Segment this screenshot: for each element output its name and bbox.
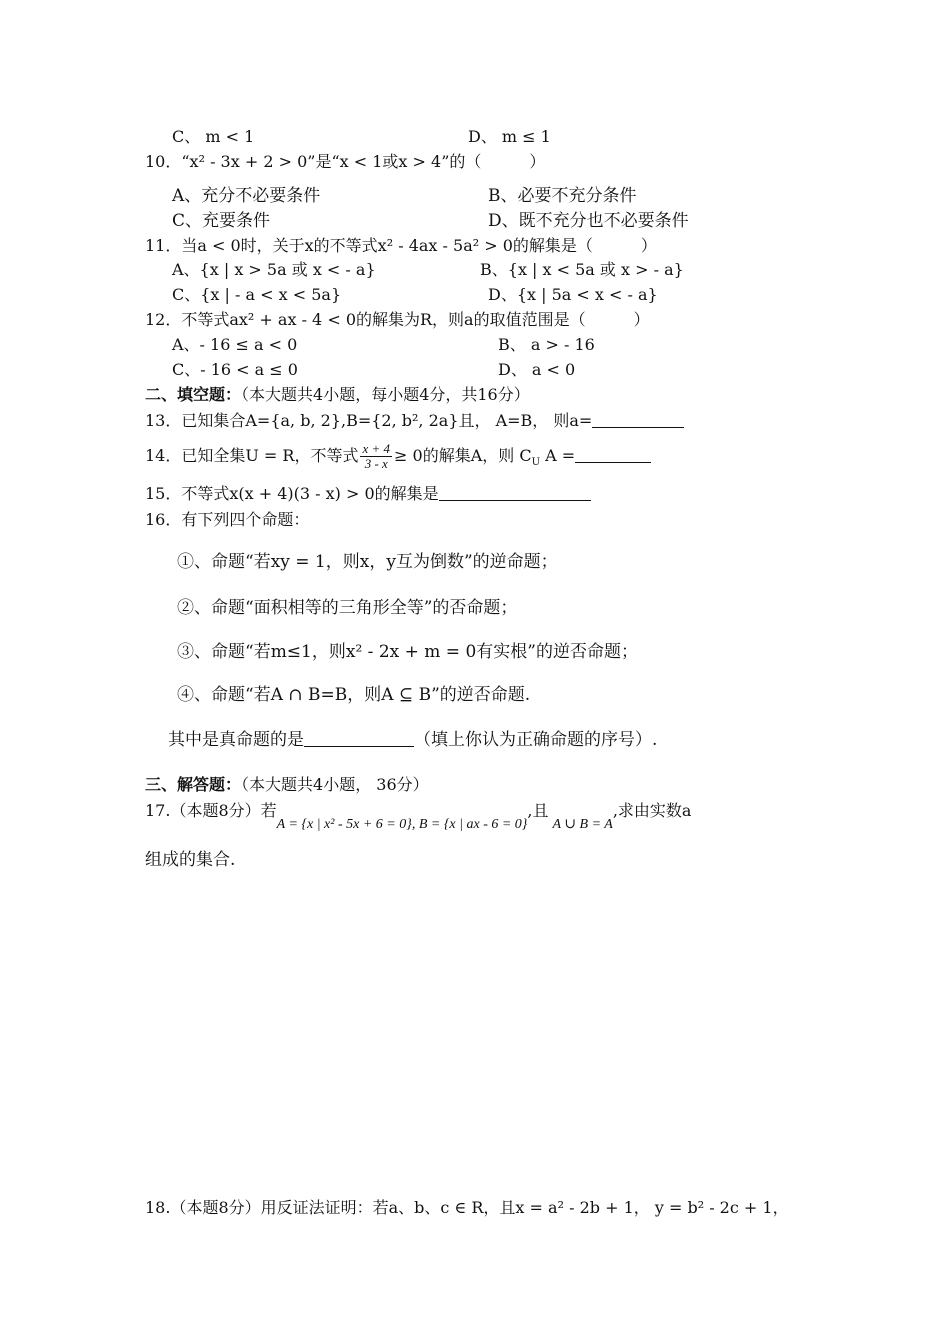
q12-option-a: A、- 16 ≤ a < 0 bbox=[172, 335, 298, 354]
q18-text: 18.（本题8分）用反证法证明：若a、b、c ∈ R，且x = a² - 2b + 1， y = b² - 2c + 1， bbox=[145, 1198, 789, 1217]
q14-numerator: x + 4 bbox=[362, 441, 391, 456]
q13 bbox=[145, 410, 684, 432]
q17-and: ,且 bbox=[527, 801, 549, 820]
q12-option-d: D、 a < 0 bbox=[498, 360, 576, 379]
section3-title: 三、解答题： bbox=[145, 775, 242, 794]
q16-proposition-2: ②、命题“面积相等的三角形全等”的否命题； bbox=[177, 598, 518, 618]
q14-tail: A = bbox=[540, 446, 576, 465]
q15 bbox=[145, 483, 591, 505]
q14 bbox=[145, 437, 651, 482]
q17-ask: ,求由实数a bbox=[612, 801, 692, 820]
q17-condition: A ∪ B = A bbox=[552, 817, 613, 832]
q14-sub: U bbox=[531, 457, 541, 469]
q12-option-b: B、 a > - 16 bbox=[498, 335, 595, 354]
q16-proposition-3: ③、命题“若m≤1，则x² - 2x + m = 0有实根”的逆否命题； bbox=[177, 642, 638, 662]
q12-stem: 12．不等式ax² + ax - 4 < 0的解集为R，则a的取值范围是（ ） bbox=[145, 310, 650, 329]
section3-heading bbox=[145, 774, 429, 796]
q16-proposition-4: ④、命题“若A ∩ B=B，则A ⊆ B”的逆否命题. bbox=[177, 685, 531, 705]
q11-option-b: B、{x | x < 5a 或 x > - a} bbox=[480, 260, 684, 279]
q10-option-b: B、必要不充分条件 bbox=[488, 186, 637, 206]
section2-note: （本大题共4小题，每小题4分，共16分） bbox=[241, 385, 530, 404]
q9-option-c: C、 m < 1 bbox=[172, 127, 255, 146]
q16-answer-pre: 其中是真命题的是 bbox=[168, 730, 304, 750]
q14-denominator: 3 - x bbox=[364, 456, 388, 471]
section2-heading bbox=[145, 384, 530, 406]
q14-fraction bbox=[360, 442, 392, 471]
q15-text: 15．不等式x(x + 4)(3 - x) > 0的解集是 bbox=[145, 484, 439, 503]
q16-answer bbox=[168, 729, 657, 751]
section2-title: 二、填空题： bbox=[145, 385, 242, 404]
q16-proposition-1: ①、命题“若xy = 1，则x，y互为倒数”的逆命题； bbox=[177, 552, 558, 572]
q14-post: ≥ 0的解集A，则 C bbox=[394, 446, 532, 465]
q16-stem: 16．有下列四个命题： bbox=[145, 510, 310, 529]
q12-option-c: C、- 16 < a ≤ 0 bbox=[172, 360, 298, 379]
q16-answer-blank[interactable] bbox=[304, 730, 414, 747]
q13-answer-blank[interactable] bbox=[592, 411, 684, 428]
q10-option-a: A、充分不必要条件 bbox=[172, 186, 321, 206]
q17-line1 bbox=[145, 800, 692, 832]
q14-pre: 14．已知全集U = R，不等式 bbox=[145, 446, 359, 465]
q11-option-c: C、{x | - a < x < 5a} bbox=[172, 285, 342, 304]
q10-stem: 10．“x² - 3x + 2 > 0”是“x < 1或x > 4”的（ ） bbox=[145, 152, 546, 171]
q11-stem: 11．当a < 0时，关于x的不等式x² - 4ax - 5a² > 0的解集是（ ） bbox=[145, 236, 657, 255]
section3-note: （本大题共4小题， 36分） bbox=[241, 775, 429, 794]
q10-option-c: C、充要条件 bbox=[172, 211, 271, 231]
q17-line2: 组成的集合. bbox=[145, 850, 236, 870]
q13-text: 13．已知集合A={a, b, 2},B={2, b², 2a}且， A=B， 则a= bbox=[145, 411, 593, 430]
q11-option-a: A、{x | x > 5a 或 x < - a} bbox=[172, 260, 376, 279]
q10-option-d: D、既不充分也不必要条件 bbox=[488, 211, 689, 231]
q17-intro: 17.（本题8分）若 bbox=[145, 801, 277, 820]
q17-sets: A = {x | x² - 5x + 6 = 0}, B = {x | ax - 6 = 0} bbox=[276, 817, 528, 832]
q14-answer-blank[interactable] bbox=[575, 446, 651, 463]
q11-option-d: D、{x | 5a < x < - a} bbox=[488, 285, 658, 304]
q16-answer-post: （填上你认为正确命题的序号）. bbox=[414, 730, 658, 750]
q15-answer-blank[interactable] bbox=[439, 484, 591, 501]
q9-option-d: D、 m ≤ 1 bbox=[468, 127, 551, 146]
